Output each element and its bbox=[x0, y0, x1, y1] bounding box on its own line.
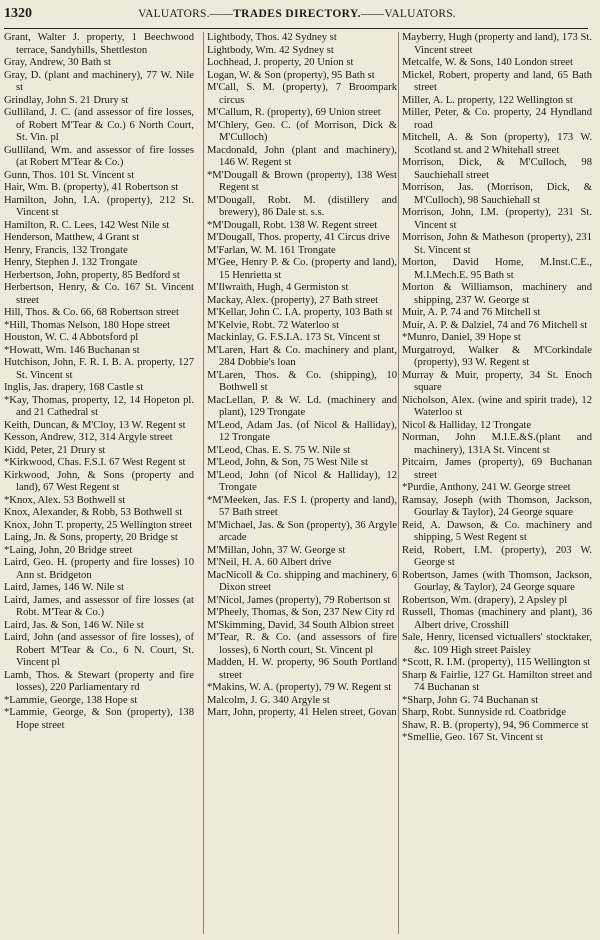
directory-entry: Hair, Wm. B. (property), 41 Robertson st bbox=[4, 182, 179, 193]
directory-entry: Morrison, Dick, & M'Culloch, 98 Sauchiehall street bbox=[402, 157, 592, 181]
directory-entry: Knox, Alexander, & Robb, 53 Bothwell st bbox=[4, 507, 183, 518]
directory-entry: Inglis, Jas. drapery, 168 Castle st bbox=[4, 382, 144, 393]
directory-entry: *M'Meeken, Jas. F.S I. (property and land), 57 Bath street bbox=[207, 494, 397, 518]
column-2 bbox=[207, 32, 397, 934]
directory-entry: *Munro, Daniel, 39 Hope st bbox=[402, 332, 521, 343]
directory-entry: Malcolm, J. G. 340 Argyle st bbox=[207, 694, 330, 706]
directory-entry: Macdonald, John (plant and machinery), 146 W. Regent st bbox=[207, 144, 397, 168]
running-header-left: VALUATORS. bbox=[138, 8, 210, 20]
directory-entry: *Purdie, Anthony, 241 W. George street bbox=[402, 482, 571, 493]
directory-entry: M'Farlan, W. M. 161 Trongate bbox=[207, 244, 336, 256]
directory-entry: Morrison, John & Matheson (property), 231 St. Vincent st bbox=[402, 232, 592, 256]
header-rule bbox=[4, 28, 588, 29]
directory-entry: M'Laren, Thos. & Co. (shipping), 10 Bothwell st bbox=[207, 369, 397, 393]
directory-entry: Laird, Jas. & Son, 146 W. Nile st bbox=[4, 619, 144, 631]
directory-entry: Gulliland, Wm. and assessor of fire losses (at Robert M'Tear & Co.) bbox=[4, 144, 194, 168]
directory-entry: M'Millan, John, 37 W. George st bbox=[207, 544, 346, 556]
directory-entry: Kesson, Andrew, 312, 314 Argyle street bbox=[4, 432, 173, 443]
directory-entry: M'Gee, Henry P. & Co. (property and land), 15 Henrietta st bbox=[207, 257, 397, 281]
directory-entry: Nicholson, Alex. (wine and spirit trade), 12 Waterloo st bbox=[402, 394, 592, 418]
directory-entry: Mickel, Robert, property and land, 65 Bath street bbox=[402, 69, 592, 93]
directory-entry: Laird, Geo. H. (property and fire losses) 10 Ann st. Bridgeton bbox=[4, 557, 194, 581]
directory-entry: Laing, Jn. & Sons, property, 20 Bridge st bbox=[4, 532, 178, 543]
directory-entry: M'Neil, H. A. 60 Albert drive bbox=[207, 557, 332, 568]
directory-entry: Robertson, Wm. (drapery), 2 Apsley pl bbox=[402, 594, 568, 606]
directory-entry: Grindlay, John S. 21 Drury st bbox=[4, 94, 129, 106]
directory-entry: Lightbody, Wm. 42 Sydney st bbox=[207, 44, 334, 56]
directory-entry: MacNicoll & Co. shipping and machinery, 6 Dixon street bbox=[207, 569, 397, 593]
directory-entry: *Smellie, Geo. 167 St. Vincent st bbox=[402, 732, 543, 743]
directory-entry: M'Michael, Jas. & Son (property), 36 Argyle arcade bbox=[207, 519, 397, 543]
directory-entry: Sale, Henry, licensed victuallers' stocktaker, &c. 109 High street Paisley bbox=[402, 632, 592, 656]
directory-entry: Gray, Andrew, 30 Bath st bbox=[4, 57, 111, 68]
column-3 bbox=[402, 32, 592, 934]
directory-entry: *Laing, John, 20 Bridge street bbox=[4, 544, 133, 556]
directory-entry: Lochhead, J. property, 20 Union st bbox=[207, 57, 354, 68]
directory-entry: Mackinlay, G. F.S.I.A. 173 St. Vincent st bbox=[207, 332, 381, 343]
directory-entry: Miller, A. L. property, 122 Wellington st bbox=[402, 94, 573, 106]
directory-entry: Morrison, Jas. (Morrison, Dick, & M'Culloch), 98 Sauchiehall st bbox=[402, 182, 592, 206]
column-divider bbox=[203, 32, 204, 934]
directory-entry: M'Dougall, Robt. M. (distillery and brewery), 86 Dale st. s.s. bbox=[207, 194, 397, 218]
directory-entry: Hamilton, R. C. Lees, 142 West Nile st bbox=[4, 219, 170, 231]
directory-entry: Gulliland, J. C. (and assessor of fire losses, of Robert M'Tear & Co.) 6 North Court, St. Vin. pl bbox=[4, 107, 194, 143]
directory-entry: M'Leod, Adam Jas. (of Nicol & Halliday), 12 Trongate bbox=[207, 419, 397, 443]
directory-entry: Lamb, Thos. & Stewart (property and fire losses), 220 Parliamentary rd bbox=[4, 669, 194, 693]
directory-entry: Madden, H. W. property, 96 South Portland street bbox=[207, 657, 397, 681]
directory-entry: *Kirkwood, Chas. F.S.I. 67 West Regent st bbox=[4, 457, 186, 468]
directory-entry: Laird, James, 146 W. Nile st bbox=[4, 582, 125, 593]
directory-entry: M'Chlery, Geo. C. (of Morrison, Dick & M'Culloch) bbox=[207, 119, 397, 143]
directory-entry: Morrison, John, I.M. (property), 231 St. Vincent st bbox=[402, 207, 592, 231]
directory-entry: M'Callum, R. (property), 69 Union street bbox=[207, 107, 381, 118]
directory-entry: Reid, Robert, I.M. (property), 203 W. George st bbox=[402, 544, 592, 568]
directory-entry: Houston, W. C. 4 Abbotsford pl bbox=[4, 332, 139, 343]
running-header: VALUATORS.——TRADES DIRECTORY.——VALUATORS. bbox=[138, 8, 456, 20]
directory-entry: Grant, Walter J. property, 1 Beechwood terrace, Sandyhills, Shettleston bbox=[4, 32, 194, 56]
directory-entry: Keith, Duncan, & M'Cloy, 13 W. Regent st bbox=[4, 419, 186, 431]
directory-entry: *Sharp, John G. 74 Buchanan st bbox=[402, 694, 539, 706]
directory-entry: M'Skimming, David, 34 South Albion street bbox=[207, 619, 395, 631]
directory-entry: Muir, A. P. 74 and 76 Mitchell st bbox=[402, 307, 541, 318]
directory-entry: *M'Dougall, Robt. 138 W. Regent street bbox=[207, 219, 378, 231]
column-1 bbox=[4, 32, 194, 934]
directory-entry: M'Leod, John (of Nicol & Halliday), 12 Trongate bbox=[207, 469, 397, 493]
directory-entry: Hutchison, John, F. R. I. B. A. property, 127 St. Vincent st bbox=[4, 357, 194, 381]
directory-entry: Morton, David Home, M.Inst.C.E., M.I.Mech.E. 95 Bath st bbox=[402, 257, 592, 281]
directory-entry: M'Kelvie, Robt. 72 Waterloo st bbox=[207, 319, 340, 331]
directory-entry: Sharp & Fairlie, 127 Gt. Hamilton street and 74 Buchanan st bbox=[402, 669, 592, 693]
directory-entry: Herbertson, Henry, & Co. 167 St. Vincent street bbox=[4, 282, 194, 306]
directory-entry: Mackay, Alex. (property), 27 Bath street bbox=[207, 294, 379, 306]
directory-entry: Laird, James, and assessor of fire losses (at Robt. M'Tear & Co.) bbox=[4, 594, 194, 618]
directory-entry: Henry, Francis, 132 Trongate bbox=[4, 244, 128, 256]
directory-entry: Gunn, Thos. 101 St. Vincent st bbox=[4, 169, 135, 181]
directory-entry: M'Pheely, Thomas, & Son, 237 New City rd bbox=[207, 607, 395, 618]
directory-entry: M'Kellar, John C. I.A. property, 103 Bath st bbox=[207, 307, 393, 318]
directory-entry: Henderson, Matthew, 4 Grant st bbox=[4, 232, 140, 243]
directory-entry: M'Tear, R. & Co. (and assessors of fire losses), 6 North court, St. Vincent pl bbox=[207, 632, 397, 656]
directory-entry: Murgatroyd, Walker & M'Corkindale (property), 93 W. Regent st bbox=[402, 344, 592, 368]
directory-entry: Sharp, Robt. Sunnyside rd. Coatbridge bbox=[402, 707, 566, 718]
directory-entry: Pitcairn, James (property), 69 Buchanan street bbox=[402, 457, 592, 481]
directory-entry: M'Call, S. M. (property), 7 Broompark circus bbox=[207, 82, 397, 106]
directory-entry: Ramsay, Joseph (with Thomson, Jackson, Gourlay & Taylor), 24 George square bbox=[402, 494, 592, 518]
directory-entry: Marr, John, property, 41 Helen street, Govan bbox=[207, 707, 397, 718]
directory-entry: *Howatt, Wm. 146 Buchanan st bbox=[4, 344, 140, 356]
directory-entry: Nicol & Halliday, 12 Trongate bbox=[402, 419, 532, 431]
directory-entry: Gray, D. (plant and machinery), 77 W. Nile st bbox=[4, 69, 194, 93]
directory-entry: Robertson, James (with Thomson, Jackson, Gourlay, & Taylor), 24 George square bbox=[402, 569, 592, 593]
directory-entry: Knox, John T. property, 25 Wellington street bbox=[4, 519, 193, 531]
directory-entry: Russell, Thomas (machinery and plant), 36 Albert drive, Crosshill bbox=[402, 607, 592, 631]
directory-entry: Norman, John M.I.E.&S.(plant and machinery), 131A St. Vincent st bbox=[402, 432, 592, 456]
directory-entry: Henry, Stephen J. 132 Trongate bbox=[4, 257, 138, 268]
directory-entry: *Lammie, George, & Son (property), 138 Hope street bbox=[4, 707, 194, 731]
directory-entry: Kirkwood, John, & Sons (property and land), 67 West Regent st bbox=[4, 469, 194, 493]
directory-entry: M'Leod, John, & Son, 75 West Nile st bbox=[207, 457, 368, 468]
directory-entry: M'Ilwraith, Hugh, 4 Germiston st bbox=[207, 282, 349, 293]
directory-entry: Shaw, R. B. (property), 94, 96 Commerce st bbox=[402, 719, 589, 731]
directory-entry: M'Dougall, Thos. property, 41 Circus drive bbox=[207, 232, 390, 243]
directory-entry: Herbertson, John, property, 85 Bedford st bbox=[4, 269, 180, 281]
directory-entry: Laird, John (and assessor of fire losses), of Robert M'Tear & Co., 6 N. Court, St. Vincent pl bbox=[4, 632, 194, 668]
directory-entry: Hill, Thos. & Co. 66, 68 Robertson street bbox=[4, 307, 179, 318]
directory-entry: Hamilton, John, I.A. (property), 212 St. Vincent st bbox=[4, 194, 194, 218]
directory-entry: M'Laren, Hart & Co. machinery and plant, 284 Dobbie's loan bbox=[207, 344, 397, 368]
directory-entry: *Knox, Alex. 53 Bothwell st bbox=[4, 494, 126, 506]
directory-entry: MacLellan, P. & W. Ld. (machinery and plant), 129 Trongate bbox=[207, 394, 397, 418]
running-header-center: TRADES DIRECTORY. bbox=[233, 8, 361, 20]
column-divider bbox=[398, 32, 399, 934]
directory-entry: Reid, A. Dawson, & Co. machinery and shipping, 5 West Regent st bbox=[402, 519, 592, 543]
directory-entry: Mayberry, Hugh (property and land), 173 St. Vincent street bbox=[402, 32, 592, 56]
directory-entry: M'Nicol, James (property), 79 Robertson st bbox=[207, 594, 391, 606]
directory-entry: Logan, W. & Son (property), 95 Bath st bbox=[207, 69, 375, 81]
directory-entry: Murray & Muir, property, 34 St. Enoch square bbox=[402, 369, 592, 393]
directory-entry: *Scott, R. I.M. (property), 115 Wellington st bbox=[402, 657, 591, 668]
directory-entry: *Lammie, George, 138 Hope st bbox=[4, 694, 138, 706]
directory-entry: Muir, A. P. & Dalziel, 74 and 76 Mitchell st bbox=[402, 319, 588, 331]
directory-entry: Miller, Peter, & Co. property, 24 Hyndland road bbox=[402, 107, 592, 131]
directory-entry: *Hill, Thomas Nelson, 180 Hope street bbox=[4, 319, 171, 331]
running-header-right: VALUATORS. bbox=[384, 8, 456, 20]
directory-entry: Metcalfe, W. & Sons, 140 London street bbox=[402, 57, 573, 68]
directory-entry: Kidd, Peter, 21 Drury st bbox=[4, 444, 106, 456]
directory-entry: *Makins, W. A. (property), 79 W. Regent st bbox=[207, 682, 392, 693]
directory-entry: Morton & Williamson, machinery and shipping, 237 W. George st bbox=[402, 282, 592, 306]
page-header bbox=[4, 6, 590, 26]
directory-entry: M'Leod, Chas. E. S. 75 W. Nile st bbox=[207, 444, 351, 456]
directory-entry: *Kay, Thomas, property, 12, 14 Hopeton pl. and 21 Cathedral st bbox=[4, 394, 194, 418]
page-number: 1320 bbox=[4, 6, 32, 21]
directory-entry: *M'Dougall & Brown (property), 138 West Regent st bbox=[207, 169, 397, 193]
directory-entry: Mitchell, A. & Son (property), 173 W. Scotland st. and 2 Whitehall street bbox=[402, 132, 592, 156]
directory-entry: Lightbody, Thos. 42 Sydney st bbox=[207, 32, 337, 43]
